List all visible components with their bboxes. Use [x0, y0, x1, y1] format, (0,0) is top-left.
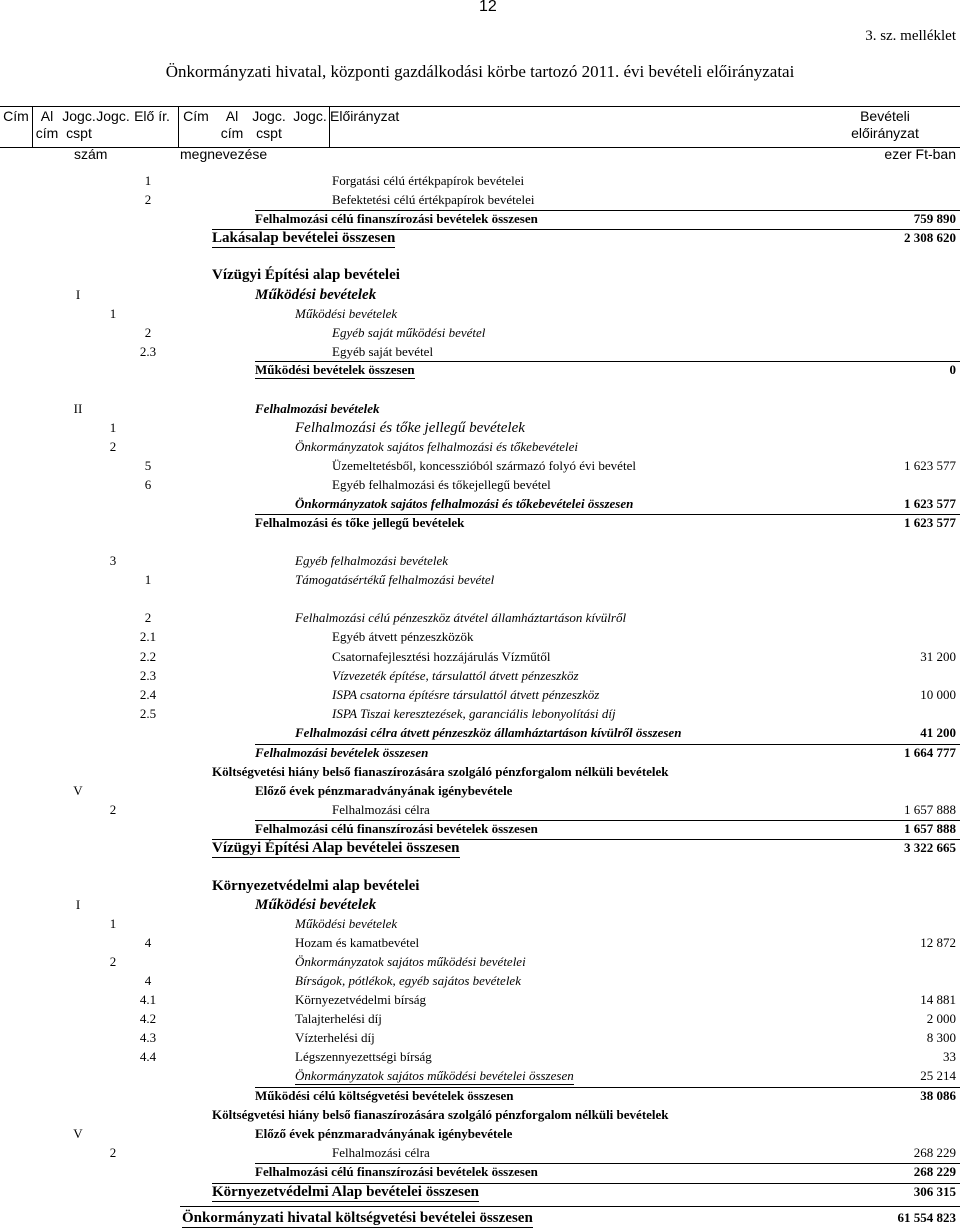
row-jogc-cspt: 5 — [144, 458, 152, 473]
row-divider — [255, 820, 960, 821]
row-label: Vízügyi Építési Alap bevételei összesen — [212, 840, 460, 856]
row-amount: 8 300 — [926, 1030, 956, 1045]
table-row — [0, 419, 960, 438]
column-divider — [329, 107, 330, 147]
row-label: Környezetvédelmi alap bevételei — [212, 878, 420, 894]
row-label: Talajterhelési díj — [295, 1011, 382, 1026]
row-jogc-cspt: 2.3 — [139, 344, 157, 359]
row-amount: 25 214 — [920, 1068, 956, 1083]
table-row — [0, 724, 960, 743]
header-elo-ir: Elő ír. — [134, 108, 170, 124]
row-label: Előző évek pénzmaradványának igénybevétele — [255, 783, 513, 798]
header-jogc-cspt-2: Jogc. cspt — [252, 108, 286, 141]
row-al-cim: 1 — [109, 420, 117, 435]
row-amount: 3 322 665 — [904, 840, 956, 855]
row-amount: 12 872 — [920, 935, 956, 950]
row-label: Forgatási célú értékpapírok bevételei — [332, 173, 525, 188]
table-row — [0, 667, 960, 686]
row-label: Befektetési célú értékpapírok bevételei — [332, 192, 535, 207]
row-label: Egyéb felhalmozási bevételek — [295, 553, 449, 568]
table-row — [0, 1067, 960, 1086]
row-label: Egyéb saját bevétel — [332, 344, 434, 359]
header-al-cim: Al cím — [35, 108, 59, 141]
header-cim-2: Cím — [183, 108, 209, 124]
row-amount: 61 554 823 — [897, 1210, 956, 1225]
table-row — [0, 744, 960, 763]
row-amount: 1 657 888 — [904, 802, 956, 817]
table-row — [0, 1183, 960, 1202]
row-label: Önkormányzatok sajátos felhalmozási és tőkebevételei összesen — [295, 496, 634, 511]
row-divider — [212, 1183, 960, 1184]
row-label: Önkormányzatok sajátos felhalmozási és tőkebevételei — [295, 439, 579, 454]
row-label: Lakásalap bevételei összesen — [212, 230, 396, 246]
table-row — [0, 763, 960, 782]
row-cim: II — [73, 401, 83, 416]
row-jogc-cspt: 2 — [144, 325, 152, 340]
row-divider — [255, 1087, 960, 1088]
header-al-cim-2: Al cím — [220, 108, 244, 141]
row-label: Működési bevételek összesen — [255, 362, 415, 377]
units-label: ezer Ft-ban — [884, 146, 956, 162]
row-label: Vízügyi Építési alap bevételei — [212, 267, 400, 283]
table-row — [0, 648, 960, 667]
row-label: Felhalmozási célú finanszírozási bevételek összesen — [255, 1164, 538, 1179]
row-label: Működési bevételek — [295, 306, 398, 321]
table-row — [0, 266, 960, 285]
row-jogc-cspt: 2.2 — [139, 649, 157, 664]
row-label: Bírságok, pótlékok, egyéb sajátos bevételek — [295, 973, 521, 988]
row-jogc-cspt: 2.5 — [139, 706, 157, 721]
row-label: Légszennyezettségi bírság — [295, 1049, 432, 1064]
row-al-cim: 3 — [109, 553, 117, 568]
column-divider — [178, 107, 179, 147]
row-amount: 268 229 — [913, 1145, 956, 1160]
table-row — [0, 877, 960, 896]
header-jogc: Jogc. — [96, 108, 130, 124]
table-row — [0, 1106, 960, 1125]
row-label: ISPA csatorna építésre társulattól átvett pénzeszköz — [332, 687, 600, 702]
row-label: Felhalmozási bevételek — [255, 401, 380, 416]
row-jogc-cspt: 1 — [144, 572, 152, 587]
document-title: Önkormányzati hivatal, központi gazdálkodási körbe tartozó 2011. évi bevételi előirányzatai — [165, 62, 795, 81]
row-label: Egyéb átvett pénzeszközök — [332, 629, 474, 644]
row-jogc-cspt: 4.4 — [139, 1049, 157, 1064]
table-row — [0, 782, 960, 801]
row-label: Felhalmozási célú finanszírozási bevételek összesen — [255, 211, 538, 226]
row-label: Felhalmozási és tőke jellegű bevételek — [255, 515, 465, 530]
row-label: Működési bevételek — [295, 916, 398, 931]
row-divider — [255, 210, 960, 211]
row-label: ISPA Tiszai keresztezések, garanciális lebonyolítási díj — [332, 706, 616, 721]
table-row — [0, 953, 960, 972]
row-label: Környezetvédelmi bírság — [295, 992, 427, 1007]
row-amount: 14 881 — [920, 992, 956, 1007]
row-label: Támogatásértékű felhalmozási bevétel — [295, 572, 495, 587]
row-divider — [255, 514, 960, 515]
attachment-label: 3. sz. melléklet — [865, 28, 956, 44]
row-divider — [180, 1206, 960, 1207]
row-al-cim: 1 — [109, 916, 117, 931]
page-number: 12 — [479, 0, 497, 15]
row-cim: V — [73, 783, 83, 798]
row-divider — [255, 361, 960, 362]
row-jogc-cspt: 4 — [144, 973, 152, 988]
row-amount: 306 315 — [913, 1184, 956, 1199]
row-amount: 759 890 — [913, 211, 956, 226]
header-eloiranyzat: Előirányzat — [330, 108, 400, 124]
row-label: Vízterhelési díj — [295, 1030, 375, 1045]
row-label: Üzemeltetésből, koncesszióból származó folyó évi bevétel — [332, 458, 636, 473]
table-row — [0, 1163, 960, 1182]
row-label: Egyéb felhalmozási és tőkejellegű bevétel — [332, 477, 551, 492]
header-jogc-cspt: Jogc. cspt — [62, 108, 96, 141]
table-row — [0, 1125, 960, 1144]
row-divider — [255, 1163, 960, 1164]
table-row — [0, 457, 960, 476]
row-label: Működési célú költségvetési bevételek összesen — [255, 1088, 514, 1103]
table-row — [0, 400, 960, 419]
header-beveteli-eloiranyzat: Bevételi előirányzat — [851, 108, 919, 141]
table-row — [0, 1209, 960, 1228]
row-amount: 1 623 577 — [904, 458, 956, 473]
table-row — [0, 1048, 960, 1067]
table-row — [0, 552, 960, 571]
row-label: Felhalmozási célú pénzeszköz átvétel államháztartáson kívülről — [295, 610, 627, 625]
row-cim: I — [75, 897, 81, 912]
table-row — [0, 991, 960, 1010]
table-row — [0, 609, 960, 628]
row-amount: 1 623 577 — [904, 515, 956, 530]
row-jogc-cspt: 2 — [144, 610, 152, 625]
row-label: Környezetvédelmi Alap bevételei összesen — [212, 1184, 480, 1200]
row-label: Egyéb saját működési bevétel — [332, 325, 486, 340]
row-jogc-cspt: 2.4 — [139, 687, 157, 702]
table-row — [0, 686, 960, 705]
row-label: Önkormányzatok sajátos működési bevételei összesen — [295, 1068, 574, 1083]
table-row — [0, 820, 960, 839]
row-label: Felhalmozási célú finanszírozási bevételek összesen — [255, 821, 538, 836]
row-jogc-cspt: 4 — [144, 935, 152, 950]
table-row — [0, 286, 960, 305]
row-label: Önkormányzati hivatal költségvetési bevételei összesen — [182, 1210, 533, 1226]
table-row — [0, 438, 960, 457]
row-al-cim: 2 — [109, 954, 117, 969]
row-amount: 268 229 — [913, 1164, 956, 1179]
row-label: Felhalmozási célra — [332, 802, 430, 817]
row-jogc-cspt: 2.3 — [139, 668, 157, 683]
table-row — [0, 1029, 960, 1048]
table-header — [0, 106, 960, 148]
row-jogc-cspt: 6 — [144, 477, 152, 492]
table-row — [0, 1087, 960, 1106]
table-row — [0, 210, 960, 229]
header-cim: Cím — [3, 108, 29, 124]
row-amount: 1 664 777 — [904, 745, 956, 760]
row-label: Költségvetési hiány belső fianaszírozására szolgáló pénzforgalom nélküli bevételek — [212, 764, 669, 779]
row-label: Költségvetési hiány belső fianaszírozására szolgáló pénzforgalom nélküli bevételek — [212, 1107, 669, 1122]
row-label: Csatornafejlesztési hozzájárulás Vízműtől — [332, 649, 551, 664]
table-row — [0, 324, 960, 343]
table-row — [0, 839, 960, 858]
row-amount: 41 200 — [920, 725, 956, 740]
table-row — [0, 628, 960, 647]
row-amount: 1 623 577 — [904, 496, 956, 511]
table-row — [0, 343, 960, 362]
table-row — [0, 191, 960, 210]
table-row — [0, 896, 960, 915]
row-amount: 1 657 888 — [904, 821, 956, 836]
row-jogc-cspt: 2 — [144, 192, 152, 207]
row-al-cim: 1 — [109, 306, 117, 321]
table-row — [0, 571, 960, 590]
table-row — [0, 801, 960, 820]
table-row — [0, 514, 960, 533]
table-row — [0, 705, 960, 724]
table-row — [0, 1010, 960, 1029]
row-divider — [212, 229, 960, 230]
row-amount: 38 086 — [920, 1088, 956, 1103]
row-label: Működési bevételek — [255, 897, 377, 913]
table-row — [0, 915, 960, 934]
row-divider — [212, 839, 960, 840]
row-label: Felhalmozási célra átvett pénzeszköz államháztartáson kívülről összesen — [295, 725, 682, 740]
row-al-cim: 2 — [109, 1145, 117, 1160]
row-jogc-cspt: 4.3 — [139, 1030, 157, 1045]
table-row — [0, 972, 960, 991]
column-divider — [32, 107, 33, 147]
row-jogc-cspt: 2.1 — [139, 629, 157, 644]
table-row — [0, 229, 960, 248]
table-row — [0, 305, 960, 324]
row-label: Működési bevételek — [255, 287, 377, 303]
row-jogc-cspt: 1 — [144, 173, 152, 188]
row-amount: 2 000 — [926, 1011, 956, 1026]
table-row — [0, 361, 960, 380]
row-amount: 0 — [949, 362, 956, 377]
header-jogc-2: Jogc. — [293, 108, 327, 124]
row-amount: 33 — [943, 1049, 956, 1064]
row-divider — [255, 744, 960, 745]
table-row — [0, 934, 960, 953]
row-label: Hozam és kamatbevétel — [295, 935, 420, 950]
table-row — [0, 172, 960, 191]
row-label: Önkormányzatok sajátos működési bevételei — [295, 954, 526, 969]
row-jogc-cspt: 4.1 — [139, 992, 157, 1007]
row-label: Felhalmozási bevételek összesen — [255, 745, 429, 760]
table-row — [0, 495, 960, 514]
row-label: Felhalmozási célra — [332, 1145, 430, 1160]
row-label: Előző évek pénzmaradványának igénybevétele — [255, 1126, 513, 1141]
table-row — [0, 1144, 960, 1163]
header-szam: szám — [74, 146, 108, 162]
row-amount: 31 200 — [920, 649, 956, 664]
row-label: Felhalmozási és tőke jellegű bevételek — [295, 420, 525, 436]
row-amount: 2 308 620 — [904, 230, 956, 245]
row-label: Vízvezeték építése, társulattól átvett pénzeszköz — [332, 668, 579, 683]
header-megnevezese: megnevezése — [180, 146, 268, 162]
row-al-cim: 2 — [109, 439, 117, 454]
table-row — [0, 476, 960, 495]
row-cim: I — [75, 287, 81, 302]
row-jogc-cspt: 4.2 — [139, 1011, 157, 1026]
row-al-cim: 2 — [109, 802, 117, 817]
row-amount: 10 000 — [920, 687, 956, 702]
row-cim: V — [73, 1126, 83, 1141]
